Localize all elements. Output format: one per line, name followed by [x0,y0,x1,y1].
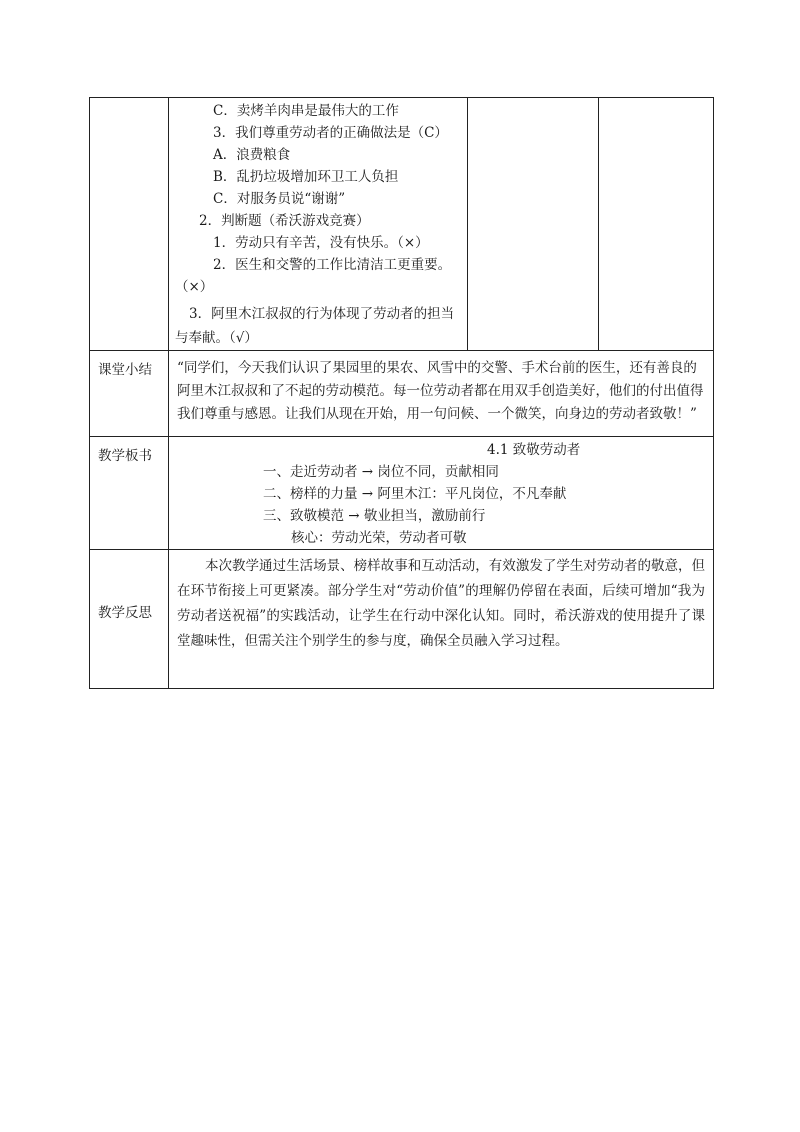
judge-item-2: 2．医生和交警的工作比清洁工更重要。（×） [175,257,452,295]
judge-title: 2．判断题（希沃游戏竞赛） [199,213,370,229]
exercise-student-cell [468,98,599,351]
judge-item-1: 1．劳动只有辛苦，没有快乐。（×） [213,235,429,251]
q3-option-b: B．乱扔垃圾增加环卫工人负担 [213,169,399,185]
summary-row [90,351,714,437]
reflection-text: 本次教学通过生活场景、榜样故事和互动活动，有效激发了学生对劳动者的敬意，但在环节衔接上可更紧凑。部分学生对“劳动价值”的理解仍停留在表面，后续可增加“我为劳动者送祝福”的实践活动，让学生在行动中深化认知。同时，希沃游戏的使用提升了课堂趣味性，但需关注个别学生的参与度，确保全员融入学习过程。 [169,550,714,689]
board-label: 教学板书 [90,437,169,550]
reflection-row [90,550,714,689]
lesson-plan-table [89,97,714,689]
judge-item-3: 3．阿里木江叔叔的行为体现了劳动者的担当与奉献。（√） [175,306,455,346]
summary-text: “同学们，今天我们认识了果园里的果农、风雪中的交警、手术台前的医生，还有善良的阿里木江叔叔和了不起的劳动模范。每一位劳动者都在用双手创造美好，他们的付出值得我们尊重与感恩。让我们从现在开始，用一句问候、一个微笑，向身边的劳动者致敬！” [169,351,714,437]
q3-option-c: C．对服务员说“谢谢” [213,191,346,207]
board-line-2: 二、榜样的力量 → 阿里木江：平凡岗位，不凡奉献 [263,486,567,502]
board-title: 4.1 致敬劳动者 [487,442,581,458]
board-core: 核心：劳动光荣，劳动者可敬 [291,530,467,546]
q3-question: 3．我们尊重劳动者的正确做法是（C） [213,125,448,141]
summary-label: 课堂小结 [90,351,169,437]
q2-option-c: C．卖烤羊肉串是最伟大的工作 [213,103,399,119]
exercise-row [90,98,714,351]
exercise-content-cell [169,98,468,351]
board-row [90,437,714,550]
exercise-intent-cell [599,98,714,351]
reflection-label: 教学反思 [90,550,169,689]
board-content [169,437,714,550]
exercise-label-cell [90,98,169,351]
q3-option-a: A．浪费粮食 [213,147,291,163]
board-line-3: 三、致敬模范 → 敬业担当，激励前行 [263,508,486,524]
board-line-1: 一、走近劳动者 → 岗位不同，贡献相同 [263,464,499,480]
